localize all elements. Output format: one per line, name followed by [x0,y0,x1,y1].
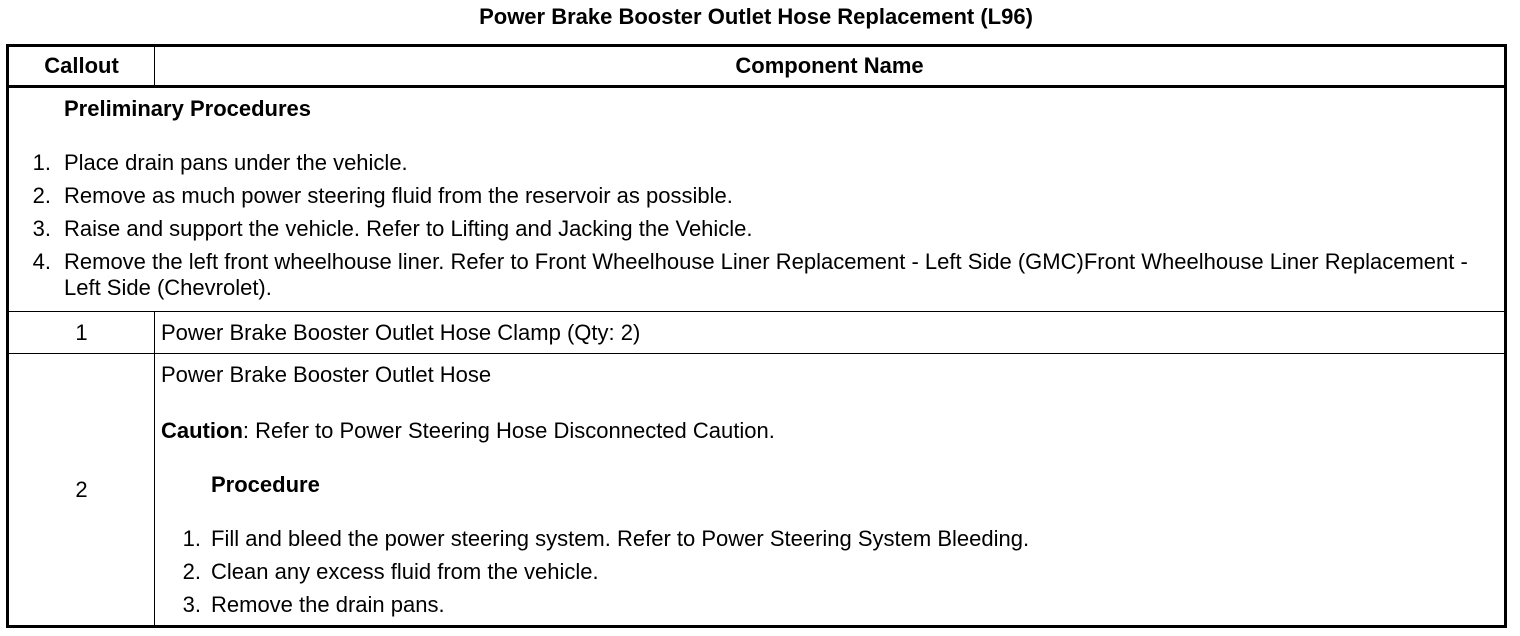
callout-cell: 1 [8,312,155,354]
step-text: Remove as much power steering fluid from the reservoir as possible. [64,183,733,208]
preliminary-step [9,183,1504,209]
caution-label: Caution [161,418,243,443]
step-number: 2. [32,183,51,208]
step-number: 1. [32,150,51,175]
table-row [8,354,1506,627]
step-text: Clean any excess fluid from the vehicle. [211,559,599,584]
component-detail-cell [155,354,1506,627]
table-row [8,312,1506,354]
step-text: Place drain pans under the vehicle. [64,150,408,175]
caution-text: : Refer to Power Steering Hose Disconnected Caution. [242,418,775,443]
preliminary-cell [8,87,1506,312]
callout-header: Callout [8,46,155,87]
step-text: Remove the left front wheelhouse liner. Refer to Front Wheelhouse Liner Replacement - Left Side (GMC)Front Wheelhouse Liner Replacement - Left Side (Chevrolet). [64,249,1468,300]
document-title: Power Brake Booster Outlet Hose Replacement (L96) [479,4,1033,29]
procedure-table [6,44,1507,628]
component-name-cell: Power Brake Booster Outlet Hose Clamp (Qty: 2) [155,312,1506,354]
caution-note [161,418,1496,444]
procedure-heading: Procedure [211,472,320,497]
preliminary-steps [9,150,1504,307]
preliminary-row [8,87,1506,312]
step-text: Fill and bleed the power steering system. Refer to Power Steering System Bleeding. [211,526,1030,551]
procedure-step [161,526,1496,552]
step-number: 3. [182,592,201,617]
callout-cell: 2 [8,354,155,627]
step-number: 2. [182,559,201,584]
procedure-step [161,592,1496,618]
step-number: 3. [32,216,51,241]
step-number: 4. [32,249,51,274]
step-text: Remove the drain pans. [211,592,445,617]
procedure-step [161,559,1496,585]
component-name-header: Component Name [155,46,1506,87]
procedure-steps [161,526,1496,618]
preliminary-step [9,150,1504,176]
step-text: Raise and support the vehicle. Refer to Lifting and Jacking the Vehicle. [64,216,753,241]
component-name: Power Brake Booster Outlet Hose [161,362,492,387]
preliminary-step [9,249,1504,301]
preliminary-step [9,216,1504,242]
step-number: 1. [182,526,201,551]
preliminary-heading: Preliminary Procedures [64,96,312,121]
table-header-row [8,46,1506,87]
